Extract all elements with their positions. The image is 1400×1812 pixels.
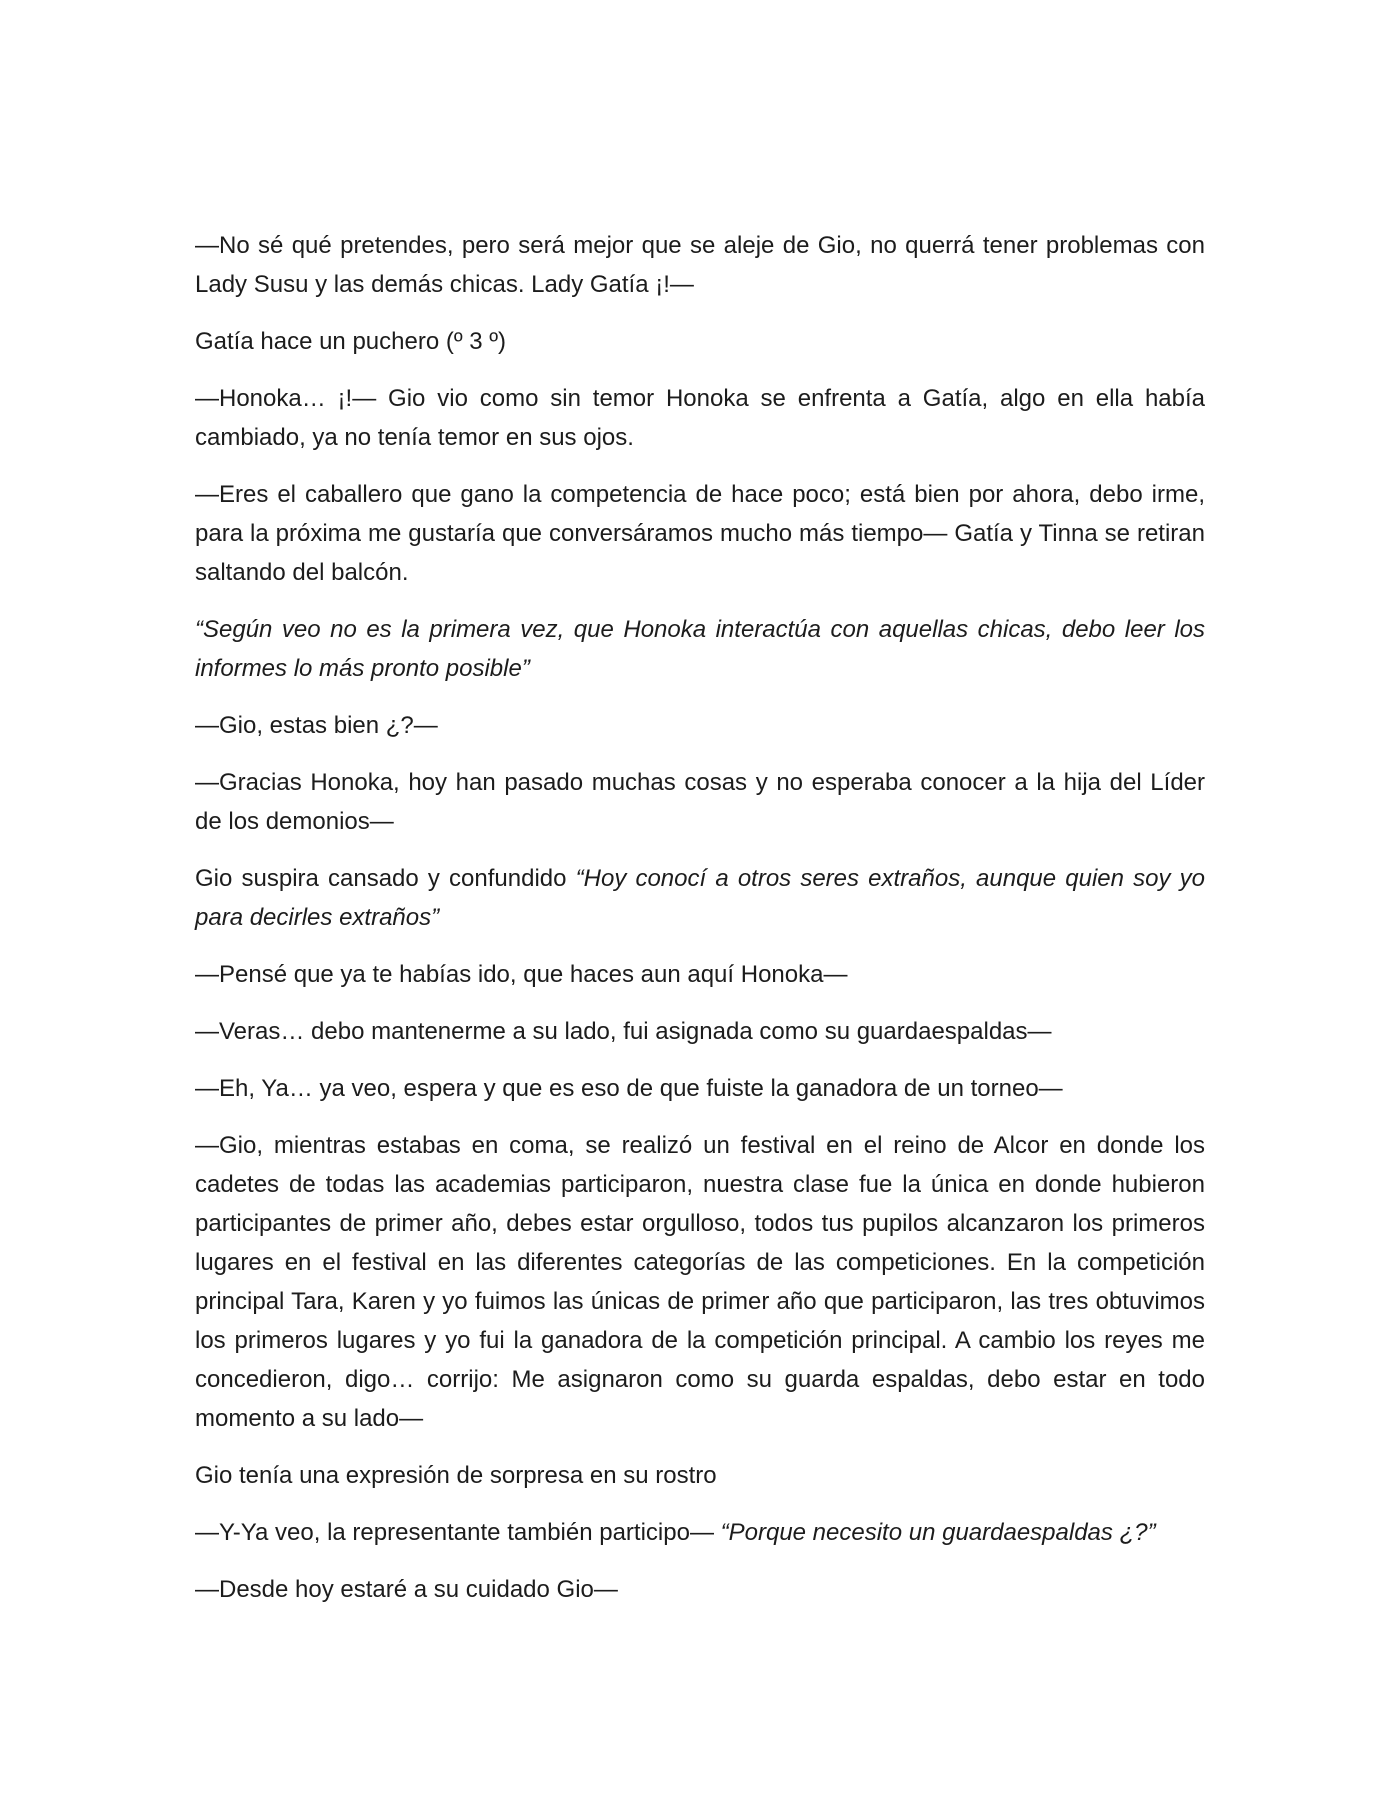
paragraph-text: —Gio, mientras estabas en coma, se realizó un festival en el reino de Alcor en donde los cadetes de todas las academias participaron, nuestra clase fue la única en donde hubieron participantes de primer año, debes estar orgulloso, todos tus pupilos alcanzaron los primeros lugares en el festival en las diferentes categorías de las competiciones. En la competición principal Tara, Karen y yo fuimos las únicas de primer año que participaron, las tres obtuvimos los primeros lugares y yo fui la ganadora de la competición principal. A cambio los reyes me concedieron, digo… corrijo: Me asignaron como su guarda espaldas, debo estar en todo momento a su lado—	[195, 1132, 1205, 1432]
paragraph-text: Gatía hace un puchero (º 3 º)	[195, 328, 507, 355]
paragraph	[195, 1069, 1205, 1108]
paragraph-text: —Veras… debo mantenerme a su lado, fui asignada como su guardaespaldas—	[195, 1018, 1052, 1045]
paragraph	[195, 1456, 1205, 1495]
paragraph	[195, 475, 1205, 592]
paragraph	[195, 379, 1205, 457]
paragraph	[195, 859, 1205, 937]
paragraph-thought-text: “Porque necesito un guardaespaldas ¿?”	[720, 1519, 1156, 1546]
paragraph	[195, 1126, 1205, 1438]
document-page	[195, 226, 1205, 1627]
paragraph-thought-text: “Hoy conocí a otros seres extraños, aunque quien soy yo para decirles extraños”	[195, 865, 1205, 931]
paragraph	[195, 706, 1205, 745]
paragraph	[195, 763, 1205, 841]
paragraph-text: —Eh, Ya… ya veo, espera y que es eso de que fuiste la ganadora de un torneo—	[195, 1075, 1063, 1102]
paragraph	[195, 955, 1205, 994]
paragraph-text: Gio suspira cansado y confundido	[195, 865, 576, 892]
paragraph-text: —Honoka… ¡!— Gio vio como sin temor Honoka se enfrenta a Gatía, algo en ella había cambiado, ya no tenía temor en sus ojos.	[195, 385, 1205, 451]
paragraph-text: —Pensé que ya te habías ido, que haces aun aquí Honoka—	[195, 961, 848, 988]
paragraph-text: —No sé qué pretendes, pero será mejor que se aleje de Gio, no querrá tener problemas con Lady Susu y las demás chicas. Lady Gatía ¡!—	[195, 232, 1205, 298]
paragraph-text: —Desde hoy estaré a su cuidado Gio—	[195, 1576, 618, 1603]
paragraph	[195, 1012, 1205, 1051]
paragraph-text: —Eres el caballero que gano la competencia de hace poco; está bien por ahora, debo irme, para la próxima me gustaría que conversáramos mucho más tiempo— Gatía y Tinna se retiran saltando del balcón.	[195, 481, 1205, 586]
paragraph	[195, 322, 1205, 361]
paragraph-text: —Gio, estas bien ¿?—	[195, 712, 438, 739]
paragraph	[195, 226, 1205, 304]
paragraph-text: “Según veo no es la primera vez, que Honoka interactúa con aquellas chicas, debo leer los informes lo más pronto posible”	[195, 616, 1205, 682]
paragraph-text: —Gracias Honoka, hoy han pasado muchas cosas y no esperaba conocer a la hija del Líder de los demonios—	[195, 769, 1205, 835]
paragraph-text: Gio tenía una expresión de sorpresa en su rostro	[195, 1462, 717, 1489]
paragraph-text: —Y-Ya veo, la representante también participo—	[195, 1519, 721, 1546]
paragraph	[195, 1570, 1205, 1609]
paragraph-thought	[195, 610, 1205, 688]
paragraph	[195, 1513, 1205, 1552]
